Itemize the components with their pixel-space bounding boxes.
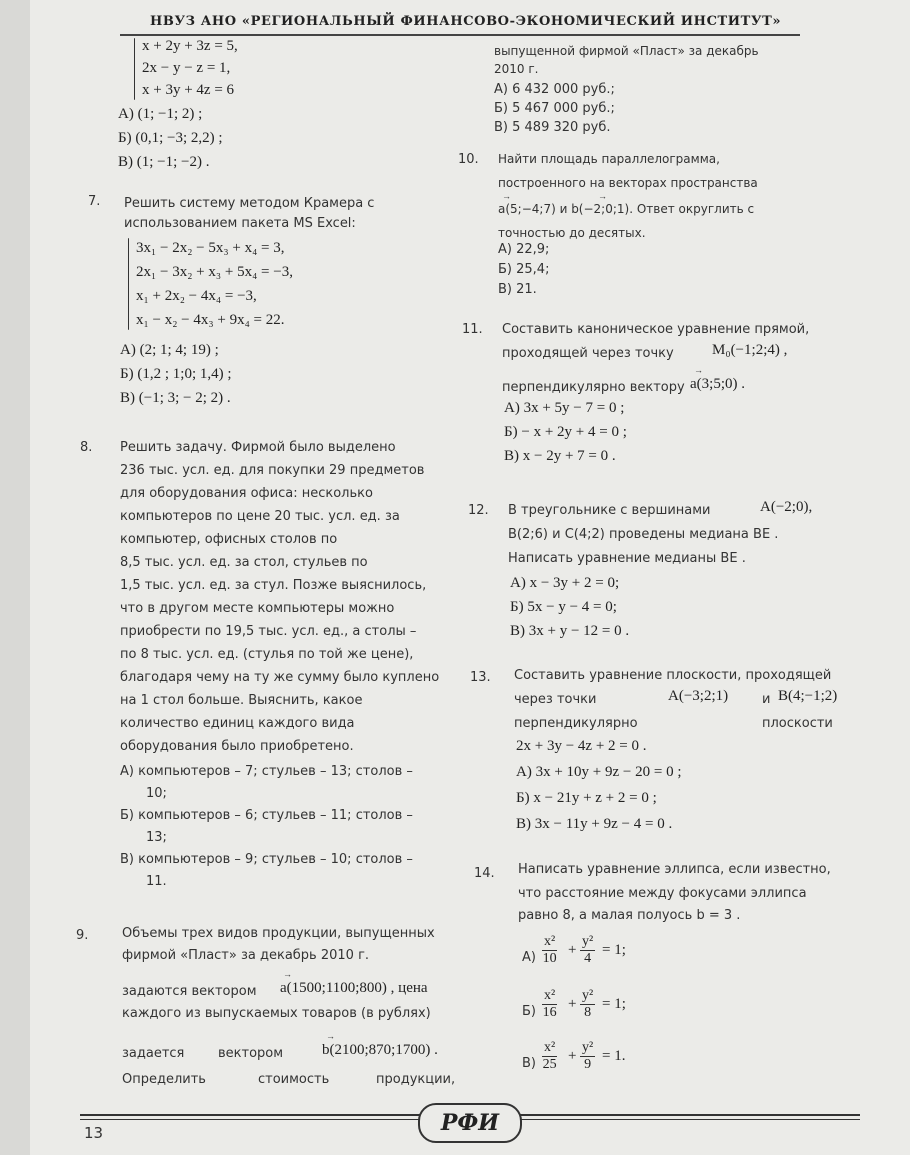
question-text: каждого из выпускаемых товаров (в рублях) xyxy=(122,1006,431,1021)
answer-option: А) (1; −1; 2) ; xyxy=(118,106,203,122)
fraction: $\frac{\text{y²}}{8}$ xyxy=(582,988,594,1020)
question-number: 7. xyxy=(88,194,101,209)
vector-expression: b(2100;870;1700) . xyxy=(322,1042,438,1058)
question-text: перпендикулярно xyxy=(514,716,638,731)
question-text: оборудования было приобретено. xyxy=(120,739,354,754)
answer-option: Б) 5 467 000 руб.; xyxy=(494,101,615,116)
answer-option: Б) (0,1; −3; 2,2) ; xyxy=(118,130,223,146)
plus-sign: + xyxy=(568,942,577,958)
answer-option: А) (2; 1; 4; 19) ; xyxy=(120,342,219,358)
answer-option: А) 22,9; xyxy=(498,242,550,257)
vector-arrow-icon: → xyxy=(326,1031,335,1041)
plus-sign: + xyxy=(568,996,577,1012)
equation: x + 3y + 4z = 6 xyxy=(142,82,235,98)
question-text: B(2;6) и C(4;2) проведены медиана BE . xyxy=(508,527,779,542)
question-number: 13. xyxy=(470,670,491,685)
question-text: В треугольнике с вершинами xyxy=(508,503,711,518)
vector-arrow-icon: → xyxy=(694,365,703,375)
fraction: $\frac{\text{x²}}{10}$ xyxy=(542,934,557,966)
answer-option: В) (1; −1; −2) . xyxy=(118,154,210,170)
answer-option: А) 3x + 5y − 7 = 0 ; xyxy=(504,400,625,416)
answer-option: В) 3x + y − 12 = 0 . xyxy=(510,623,630,639)
question-text: компьютер, офисных столов по xyxy=(120,532,338,547)
question-text: Определить xyxy=(122,1072,206,1087)
vector-arrow-icon: → xyxy=(598,191,607,201)
question-text: благодаря чему на ту же сумму было куплено xyxy=(120,670,440,685)
question-number: 12. xyxy=(468,503,489,518)
answer-option: А) компьютеров – 7; стульев – 13; столов – xyxy=(120,764,413,779)
fraction: $\frac{\text{x²}}{16}$ xyxy=(542,988,557,1020)
answer-option: Б) 25,4; xyxy=(498,262,550,277)
question-text: точностью до десятых. xyxy=(498,226,646,240)
system-brace xyxy=(134,38,135,100)
answer-option: В) 21. xyxy=(498,282,537,297)
fraction: $\frac{\text{y²}}{9}$ xyxy=(582,1040,594,1072)
question-number: 8. xyxy=(80,440,93,455)
question-text: Написать уравнение медианы BE . xyxy=(508,551,746,566)
question-number: 14. xyxy=(474,866,495,881)
answer-option: 11. xyxy=(146,874,167,889)
question-text: что в другом месте компьютеры можно xyxy=(120,601,395,616)
question-text: вектором xyxy=(218,1046,284,1061)
answer-option: В) 5 489 320 руб. xyxy=(494,120,611,135)
question-text: продукции, xyxy=(376,1072,456,1087)
question-text: на 1 стол больше. Выяснить, какое xyxy=(120,693,363,708)
answer-option: 13; xyxy=(146,830,167,845)
answer-option: А) 3x + 10y + 9z − 20 = 0 ; xyxy=(516,764,682,780)
question-text: 8,5 тыс. усл. ед. за стол, стульев по xyxy=(120,555,368,570)
point-expression: A(−3;2;1) xyxy=(668,688,729,704)
question-text: Составить каноническое уравнение прямой, xyxy=(502,322,810,337)
question-text: Написать уравнение эллипса, если известно, xyxy=(518,862,831,877)
point-expression: B(4;−1;2) xyxy=(778,688,838,704)
equation: 2x + 3y − 4z + 2 = 0 . xyxy=(516,738,647,754)
answer-option: В) компьютеров – 9; стульев – 10; столов – xyxy=(120,852,413,867)
question-text: проходящей через точку xyxy=(502,346,674,361)
equation: 2x − y − z = 1, xyxy=(142,60,231,76)
question-text: построенного на векторах пространства xyxy=(498,176,758,190)
answer-option: Б) 5x − y − 4 = 0; xyxy=(510,599,617,615)
answer-option: Б) x − 21y + z + 2 = 0 ; xyxy=(516,790,657,806)
question-text: по 8 тыс. усл. ед. (стулья по той же цене), xyxy=(120,647,414,662)
question-text: 236 тыс. усл. ед. для покупки 29 предметов xyxy=(120,463,425,478)
question-text: Объемы трех видов продукции, выпущенных xyxy=(122,926,435,941)
point-expression: M₀(−1;2;4) , xyxy=(712,342,788,358)
question-text: задаются вектором xyxy=(122,984,257,999)
fraction: $\frac{\text{y²}}{4}$ xyxy=(582,934,594,966)
question-text: стоимость xyxy=(258,1072,330,1087)
answer-label: Б) xyxy=(522,1004,536,1019)
question-text: для оборудования офиса: несколько xyxy=(120,486,373,501)
institute-logo: РФИ xyxy=(418,1103,522,1143)
question-number: 9. xyxy=(76,928,89,943)
page-header: НВУЗ АНО «РЕГИОНАЛЬНЫЙ ФИНАНСОВО-ЭКОНОМИЧЕСКИЙ ИНСТИТУТ» xyxy=(150,14,782,29)
equals-one: = 1; xyxy=(602,996,626,1012)
answer-option: Б) (1,2 ; 1;0; 1,4) ; xyxy=(120,366,232,382)
question-text: a(5;−4;7) и b(−2;0;1). Ответ округлить с xyxy=(498,202,755,216)
answer-option: А) 6 432 000 руб.; xyxy=(494,82,615,97)
point-expression: A(−2;0), xyxy=(760,499,813,515)
question-text: выпущенной фирмой «Пласт» за декабрь xyxy=(494,44,759,58)
question-text: через точки xyxy=(514,692,597,707)
answer-option: В) (−1; 3; − 2; 2) . xyxy=(120,390,231,406)
question-text: и xyxy=(762,692,771,707)
equals-one: = 1. xyxy=(602,1048,626,1064)
answer-option: Б) − x + 2y + 4 = 0 ; xyxy=(504,424,627,440)
equation: x₁ + 2x₂ − 4x₄ = −3, xyxy=(136,288,257,304)
fraction: $\frac{\text{x²}}{25}$ xyxy=(542,1040,557,1072)
question-text: Составить уравнение плоскости, проходящей xyxy=(514,668,832,683)
equation: x + 2y + 3z = 5, xyxy=(142,38,238,54)
answer-option: 10; xyxy=(146,786,167,801)
page-number: 13 xyxy=(84,1124,104,1142)
equation: x₁ − x₂ − 4x₃ + 9x₄ = 22. xyxy=(136,312,285,328)
question-text: 2010 г. xyxy=(494,62,539,76)
answer-option: А) x − 3y + 2 = 0; xyxy=(510,575,620,591)
vector-arrow-icon: → xyxy=(502,191,511,201)
plus-sign: + xyxy=(568,1048,577,1064)
question-text: равно 8, а малая полуось b = 3 . xyxy=(518,908,741,923)
answer-label: А) xyxy=(522,950,536,965)
question-text: задается xyxy=(122,1046,185,1061)
question-number: 10. xyxy=(458,152,479,167)
vector-expression: a(1500;1100;800) , цена xyxy=(280,980,428,996)
answer-option: Б) компьютеров – 6; стульев – 11; столов – xyxy=(120,808,413,823)
equals-one: = 1; xyxy=(602,942,626,958)
question-text: количество единиц каждого вида xyxy=(120,716,355,731)
question-text: что расстояние между фокусами эллипса xyxy=(518,886,807,901)
vector-arrow-icon: → xyxy=(283,969,292,979)
question-text: использованием пакета MS Excel: xyxy=(124,216,356,231)
answer-option: В) 3x − 11y + 9z − 4 = 0 . xyxy=(516,816,673,832)
answer-option: В) x − 2y + 7 = 0 . xyxy=(504,448,616,464)
equation: 2x₁ − 3x₂ + x₃ + 5x₄ = −3, xyxy=(136,264,293,280)
question-text: фирмой «Пласт» за декабрь 2010 г. xyxy=(122,948,370,963)
page-edge xyxy=(0,0,30,1155)
question-text: 1,5 тыс. усл. ед. за стул. Позже выяснилось, xyxy=(120,578,427,593)
vector-expression: a(3;5;0) . xyxy=(690,376,745,392)
question-text: Решить систему методом Крамера с xyxy=(124,196,375,211)
system-brace xyxy=(128,238,129,330)
question-number: 11. xyxy=(462,322,483,337)
answer-label: В) xyxy=(522,1056,536,1071)
question-text: Найти площадь параллелограмма, xyxy=(498,152,720,166)
question-text: компьютеров по цене 20 тыс. усл. ед. за xyxy=(120,509,400,524)
question-text: плоскости xyxy=(762,716,833,731)
header-rule xyxy=(120,34,800,36)
question-text: приобрести по 19,5 тыс. усл. ед., а столы – xyxy=(120,624,417,639)
question-text: перпендикулярно вектору xyxy=(502,380,685,395)
equation: 3x₁ − 2x₂ − 5x₃ + x₄ = 3, xyxy=(136,240,285,256)
question-text: Решить задачу. Фирмой было выделено xyxy=(120,440,396,455)
